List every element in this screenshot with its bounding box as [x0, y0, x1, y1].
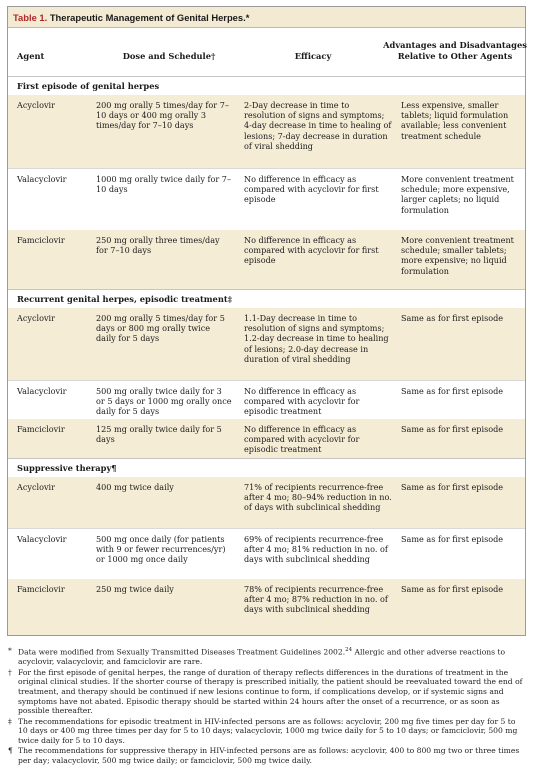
header-agent: Agent	[17, 51, 45, 61]
footnote-mark: *	[8, 646, 12, 655]
cell-agent: Acyclovir	[17, 100, 55, 110]
cell-agent: Famciclovir	[17, 584, 65, 594]
header-advantages-line2: Relative to Other Agents	[397, 50, 513, 61]
cell-efficacy: 2-Day decrease in time to resolution of signs and symptoms; 4-day decrease in time to healing of lesions; 7-day decrease in duration of viral shedding	[244, 100, 392, 151]
cell-dose: 1000 mg orally twice daily for 7–10 days	[96, 174, 231, 195]
header-efficacy: Efficacy	[294, 51, 332, 61]
cell-dose: 400 mg twice daily	[96, 482, 174, 492]
table-row	[8, 579, 525, 635]
cell-agent: Valacyclovir	[17, 174, 67, 184]
header-advantages-line1: Advantages and Disadvantages	[383, 40, 527, 50]
footnote-reference: 24	[345, 647, 353, 653]
table-number: Table 1.	[13, 12, 48, 23]
section-title: Recurrent genital herpes, episodic treatment‡	[8, 289, 525, 308]
table-row	[8, 168, 525, 230]
cell-advantages: Same as for first episode	[401, 424, 504, 434]
footnote	[8, 717, 523, 746]
table-row	[8, 380, 525, 419]
cell-efficacy: 69% of recipients recurrence-free after 4 mo; 81% reduction in no. of days with subclinical shedding	[244, 534, 388, 565]
footnote	[8, 746, 523, 765]
cell-advantages: Same as for first episode	[401, 313, 504, 323]
table-title-bar	[8, 7, 525, 28]
table-frame	[7, 6, 526, 636]
footnote-mark: ‡	[8, 716, 12, 726]
table-title: Therapeutic Management of Genital Herpes.*	[49, 12, 250, 23]
cell-dose: 200 mg orally 5 times/day for 5 days or 800 mg orally twice daily for 5 days	[96, 313, 225, 344]
cell-advantages: Same as for first episode	[401, 584, 504, 594]
section-title: First episode of genital herpes	[8, 76, 525, 95]
cell-efficacy: 78% of recipients recurrence-free after 4 mo; 87% reduction in no. of days with subclinical shedding	[244, 584, 388, 615]
cell-advantages: More convenient treatment schedule; more expensive, larger caplets; no liquid formulation	[401, 174, 514, 215]
cell-dose: 250 mg orally three times/day for 7–10 days	[96, 235, 220, 256]
cell-agent: Acyclovir	[17, 313, 55, 323]
cell-agent: Acyclovir	[17, 482, 55, 492]
cell-dose: 500 mg once daily (for patients with 9 or fewer recurrences/yr) or 1000 mg once daily	[96, 534, 226, 565]
table-row	[8, 308, 525, 380]
cell-advantages: Same as for first episode	[401, 482, 504, 492]
cell-efficacy: No difference in efficacy as compared with acyclovir for first episode	[244, 174, 379, 205]
cell-advantages: Less expensive, smaller tablets; liquid formulation available; less convenient treatment schedule	[401, 100, 509, 141]
footnote	[8, 668, 523, 716]
cell-advantages: More convenient treatment schedule; smaller tablets; more expensive; no liquid formulation	[401, 235, 514, 276]
footnote-text: The recommendations for suppressive therapy in HIV-infected persons are as follows: acyclovir, 400 to 800 mg two or three times per day; valacyclovir, 500 mg twice daily; or famciclovir, 500 mg twice daily.	[18, 746, 520, 766]
cell-advantages: Same as for first episode	[401, 386, 504, 396]
footnote-text: The recommendations for episodic treatment in HIV-infected persons are as follows: acyclovir, 200 mg five times per day for 5 to 10 days or 400 mg three times per day for 5 to 10 days; valacyclovir, 1000 mg twice daily for 5 to 10 days; or famciclovir, 500 mg twice daily for 5 to 10 days.	[18, 716, 518, 745]
cell-advantages: Same as for first episode	[401, 534, 504, 544]
cell-efficacy: No difference in efficacy as compared with acyclovir for first episode	[244, 235, 379, 266]
table-row	[8, 477, 525, 528]
table-header	[8, 28, 525, 76]
cell-dose: 200 mg orally 5 times/day for 7–10 days or 400 mg orally 3 times/day for 7–10 days	[96, 100, 229, 131]
cell-agent: Famciclovir	[17, 424, 65, 434]
table-row	[8, 230, 525, 289]
cell-efficacy: 71% of recipients recurrence-free after 4 mo; 80–94% reduction in no. of days with subclinical shedding	[244, 482, 392, 513]
cell-efficacy: 1.1-Day decrease in time to resolution of signs and symptoms; 1.2-day decrease in time to healing of lesions; 2.0-day decrease in duration of viral shedding	[244, 313, 389, 364]
cell-efficacy: No difference in efficacy as compared with acyclovir for episodic treatment	[244, 386, 360, 417]
table-row	[8, 528, 525, 579]
header-dose: Dose and Schedule†	[122, 51, 216, 61]
footnote	[8, 646, 523, 667]
table-row	[8, 419, 525, 458]
footnote-text: For the first episode of genital herpes, the range of duration of therapy reflects differences in the durations of treatment in the original clinical studies. If the shorter course of therapy is prescribed initially, the patient should be reevaluated toward the end of treatment, and therapy should be continued if new lesions continue to form, if complications develop, or if systemic signs and symptoms have not abated. Episodic therapy should be started within 24 hours after the onset of a recurrence, or as soon as possible thereafter.	[18, 667, 523, 716]
cell-agent: Valacyclovir	[17, 534, 67, 544]
header-advantages	[380, 40, 530, 61]
footnote-text: Data were modified from Sexually Transmitted Diseases Treatment Guidelines 2002.	[18, 647, 346, 657]
footnote-mark: ¶	[8, 746, 13, 756]
table-row	[8, 95, 525, 168]
cell-efficacy: No difference in efficacy as compared with acyclovir for episodic treatment	[244, 424, 360, 455]
footnote-text-after: Allergic and other adverse reactions to acyclovir, valacyclovir, and famciclovir are rare.	[18, 647, 506, 667]
footnotes	[7, 646, 526, 766]
cell-dose: 125 mg orally twice daily for 5 days	[96, 424, 222, 445]
cell-dose: 250 mg twice daily	[96, 584, 174, 594]
cell-dose: 500 mg orally twice daily for 3 or 5 days or 1000 mg orally once daily for 5 days	[96, 386, 232, 417]
section-title: Suppressive therapy¶	[8, 458, 525, 477]
footnote-mark: †	[8, 667, 12, 677]
cell-agent: Valacyclovir	[17, 386, 67, 396]
cell-agent: Famciclovir	[17, 235, 65, 245]
